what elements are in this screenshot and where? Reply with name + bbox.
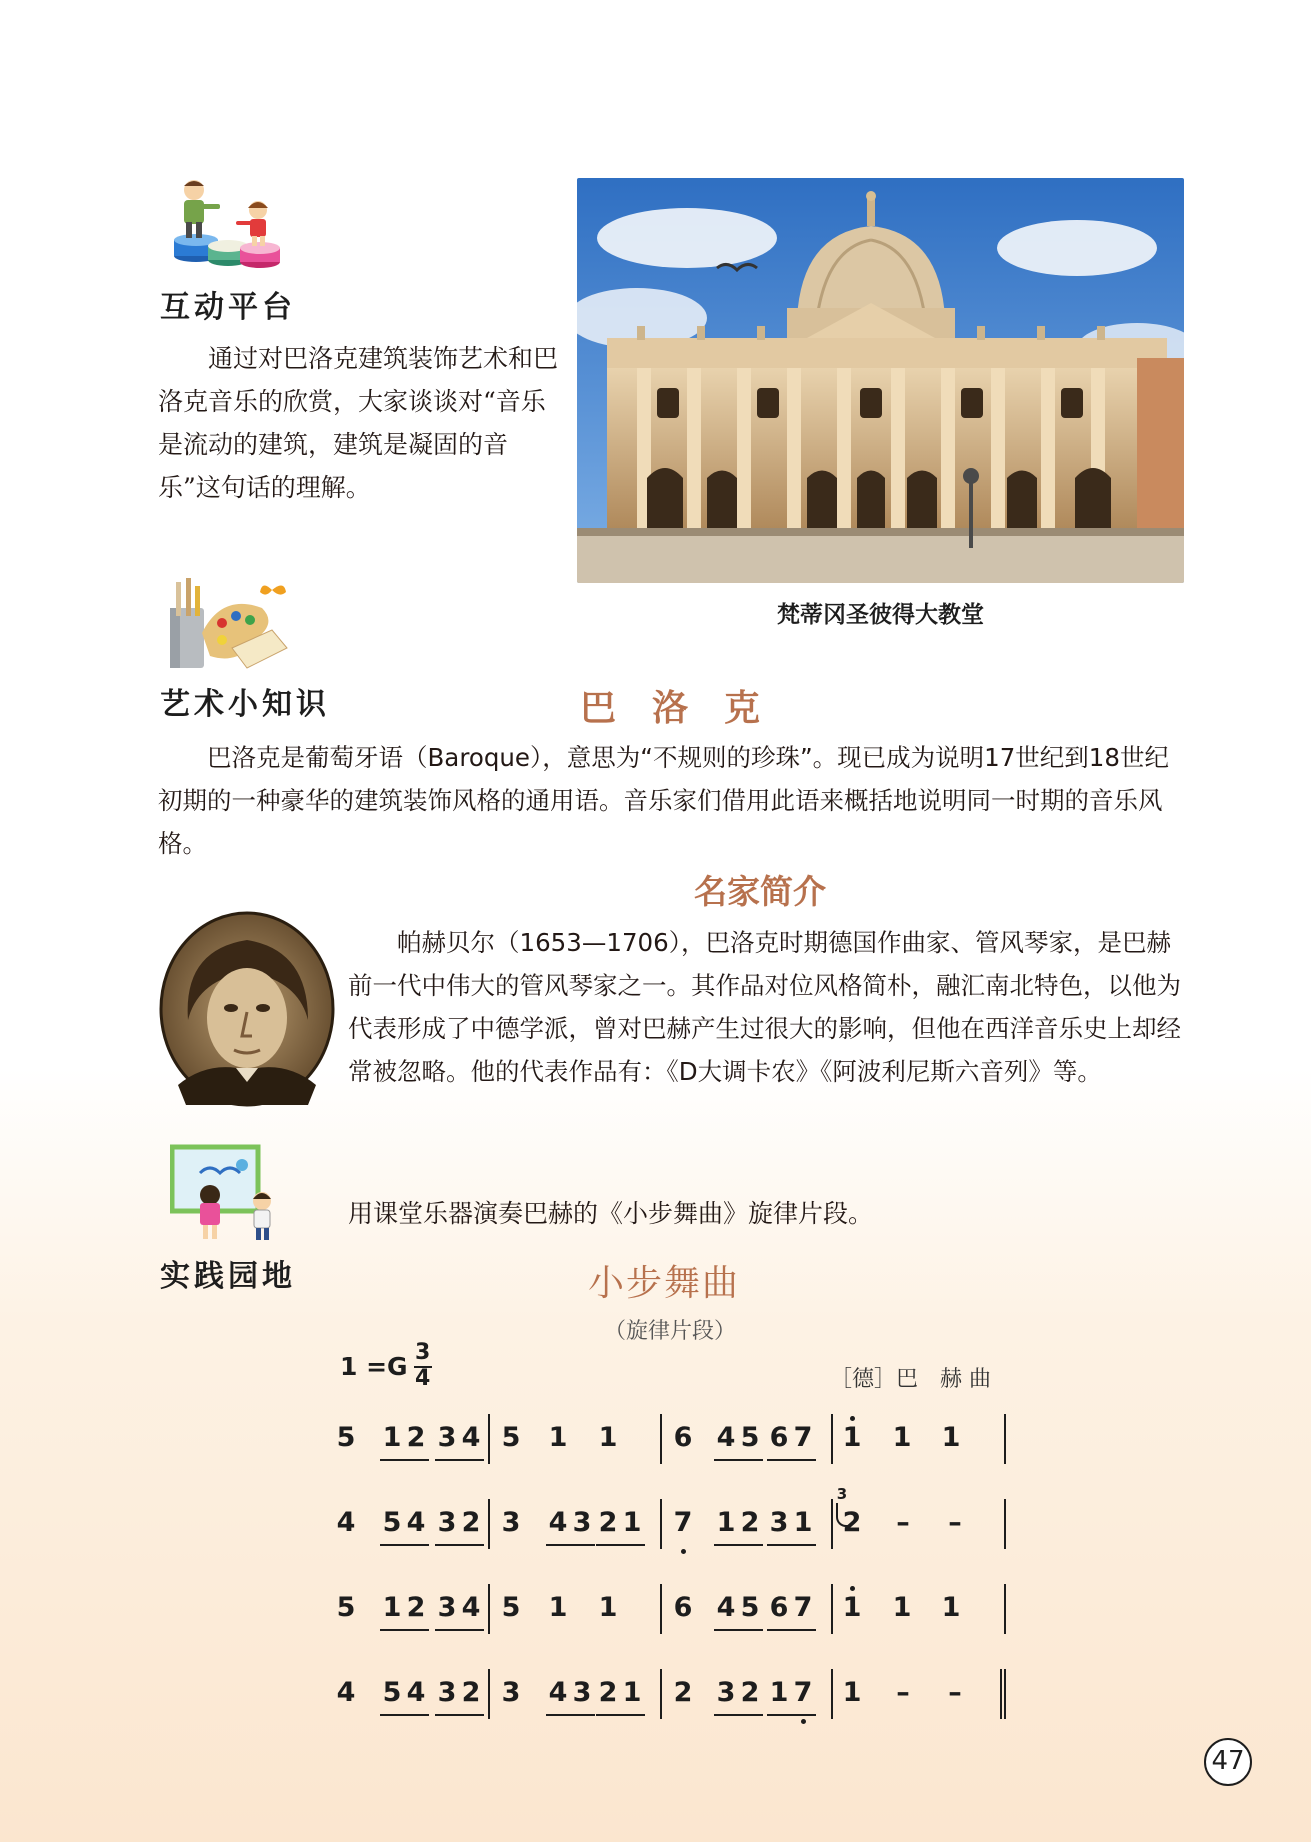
note: 1 (382, 1422, 402, 1453)
note: 5 (382, 1507, 402, 1538)
time-signature-bottom: 4 (415, 1366, 431, 1391)
note: 1 (892, 1592, 912, 1623)
baroque-title: 巴 洛 克 (580, 687, 761, 729)
note: 1 (941, 1422, 961, 1453)
note: 5 (382, 1677, 402, 1708)
note: 2 (740, 1677, 760, 1708)
bar-line (831, 1584, 833, 1634)
composer-credit: ［德］巴 赫 曲 (830, 1367, 991, 1392)
bar-line (660, 1414, 662, 1464)
note: 3 (501, 1507, 521, 1538)
note: 3 (437, 1422, 457, 1453)
bar-line (831, 1499, 833, 1549)
art-knowledge-icon (162, 578, 292, 673)
note: 1 (548, 1422, 568, 1453)
score-subtitle: （旋律片段） (604, 1319, 737, 1344)
eighth-note-beam (767, 1544, 816, 1546)
eighth-note-beam (714, 1544, 763, 1546)
interaction-text: 通过对巴洛克建筑装饰艺术和巴洛克音乐的欣赏，大家谈谈对“音乐是流动的建筑，建筑是凝固的音乐”这句话的理解。 (158, 344, 559, 502)
note: 7 (673, 1507, 693, 1538)
note: – (896, 1507, 910, 1538)
octave-dot-low (681, 1549, 686, 1554)
note: 6 (769, 1422, 789, 1453)
eighth-note-beam (714, 1714, 763, 1716)
bar-line (1004, 1414, 1006, 1464)
page-number: 47 (1211, 1746, 1245, 1776)
note: 6 (769, 1592, 789, 1623)
note: 3 (769, 1507, 789, 1538)
interaction-platform-icon (170, 176, 285, 276)
note: 1 (892, 1422, 912, 1453)
note: 4 (406, 1507, 426, 1538)
eighth-note-beam (596, 1544, 645, 1546)
note: 2 (842, 1507, 862, 1538)
note: 4 (548, 1677, 568, 1708)
grace-slur (836, 1503, 848, 1527)
eighth-note-beam (380, 1714, 429, 1716)
eighth-note-beam (714, 1629, 763, 1631)
final-double-bar (1000, 1669, 1002, 1719)
eighth-note-beam (546, 1544, 595, 1546)
eighth-note-beam (767, 1459, 816, 1461)
baroque-text: 巴洛克是葡萄牙语（Baroque），意思为“不规则的珍珠”。现已成为说明17世纪到18世纪初期的一种豪华的建筑装饰风格的通用语。音乐家们借用此语来概括地说明同一时期的音乐风格。 (158, 743, 1169, 858)
key-signature: 1 =G (340, 1352, 408, 1381)
eighth-note-beam (380, 1544, 429, 1546)
art-knowledge-label: 艺术小知识 (160, 687, 330, 722)
eighth-note-beam (714, 1459, 763, 1461)
octave-dot-high (850, 1416, 855, 1421)
note: 2 (461, 1507, 481, 1538)
bar-line (488, 1414, 490, 1464)
famous-composer-title: 名家简介 (694, 872, 826, 911)
note: 1 (793, 1507, 813, 1538)
note: 7 (793, 1677, 813, 1708)
photo-caption: 梵蒂冈圣彼得大教堂 (777, 602, 984, 628)
note: 5 (336, 1422, 356, 1453)
bar-line (488, 1499, 490, 1549)
note: 2 (673, 1677, 693, 1708)
note: 4 (716, 1422, 736, 1453)
note: 3 (437, 1592, 457, 1623)
time-signature-top: 3 (415, 1340, 431, 1365)
note: 3 (437, 1507, 457, 1538)
note: 3 (716, 1677, 736, 1708)
note: 4 (336, 1507, 356, 1538)
note: 4 (461, 1422, 481, 1453)
note: 1 (941, 1592, 961, 1623)
bar-line (1004, 1499, 1006, 1549)
bar-line (660, 1499, 662, 1549)
note: 3 (572, 1677, 592, 1708)
eighth-note-beam (380, 1459, 429, 1461)
note: 2 (598, 1507, 618, 1538)
bar-line (831, 1414, 833, 1464)
eighth-note-beam (546, 1714, 595, 1716)
bar-line (1004, 1584, 1006, 1634)
note: 4 (461, 1592, 481, 1623)
note: 4 (548, 1507, 568, 1538)
note: 7 (793, 1592, 813, 1623)
grace-note: 3 (836, 1485, 848, 1503)
pachelbel-text: 帕赫贝尔（1653—1706），巴洛克时期德国作曲家、管风琴家，是巴赫前一代中伟大的管风琴家之一。其作品对位风格简朴，融汇南北特色，以他为代表形成了中德学派，曾对巴赫产生过很大的影响，但他在西洋音乐史上却经常被忽略。他的代表作品有：《D大调卡农》《阿波利尼斯六音列》等。 (348, 928, 1181, 1086)
note: 1 (382, 1592, 402, 1623)
eighth-note-beam (435, 1544, 484, 1546)
note: 1 (598, 1592, 618, 1623)
st-peters-basilica-photo (577, 178, 1184, 583)
score-title: 小步舞曲 (588, 1263, 741, 1304)
note: 3 (437, 1677, 457, 1708)
eighth-note-beam (380, 1629, 429, 1631)
note: 1 (769, 1677, 789, 1708)
note: 3 (501, 1677, 521, 1708)
note: 5 (501, 1592, 521, 1623)
note: 4 (406, 1677, 426, 1708)
eighth-note-beam (435, 1714, 484, 1716)
bar-line (831, 1669, 833, 1719)
note: 1 (622, 1677, 642, 1708)
note: 1 (598, 1422, 618, 1453)
note: 1 (716, 1507, 736, 1538)
note: 3 (572, 1507, 592, 1538)
note: 5 (501, 1422, 521, 1453)
eighth-note-beam (435, 1629, 484, 1631)
note: 2 (406, 1422, 426, 1453)
note: 1 (842, 1592, 862, 1623)
note: – (948, 1507, 962, 1538)
note: 2 (598, 1677, 618, 1708)
note: 6 (673, 1592, 693, 1623)
eighth-note-beam (767, 1714, 816, 1716)
bar-line (488, 1584, 490, 1634)
note: 2 (740, 1507, 760, 1538)
eighth-note-beam (435, 1459, 484, 1461)
bar-line (660, 1669, 662, 1719)
practice-text: 用课堂乐器演奏巴赫的《小步舞曲》旋律片段。 (348, 1199, 874, 1228)
note: 4 (716, 1592, 736, 1623)
note: 7 (793, 1422, 813, 1453)
note: 1 (622, 1507, 642, 1538)
note: 1 (842, 1677, 862, 1708)
interaction-platform-label: 互动平台 (160, 290, 296, 325)
eighth-note-beam (596, 1714, 645, 1716)
note: 2 (406, 1592, 426, 1623)
eighth-note-beam (767, 1629, 816, 1631)
note: 1 (842, 1422, 862, 1453)
note: 6 (673, 1422, 693, 1453)
bar-line (1004, 1669, 1006, 1719)
note: 5 (336, 1592, 356, 1623)
note: 2 (461, 1677, 481, 1708)
bar-line (488, 1669, 490, 1719)
note: 5 (740, 1422, 760, 1453)
note: 4 (336, 1677, 356, 1708)
note: – (948, 1677, 962, 1708)
bar-line (660, 1584, 662, 1634)
pachelbel-portrait (158, 910, 336, 1112)
practice-garden-icon (170, 1143, 280, 1243)
note: 5 (740, 1592, 760, 1623)
practice-garden-label: 实践园地 (160, 1259, 296, 1294)
octave-dot-high (850, 1586, 855, 1591)
note: – (896, 1677, 910, 1708)
octave-dot-low (801, 1719, 806, 1724)
note: 1 (548, 1592, 568, 1623)
